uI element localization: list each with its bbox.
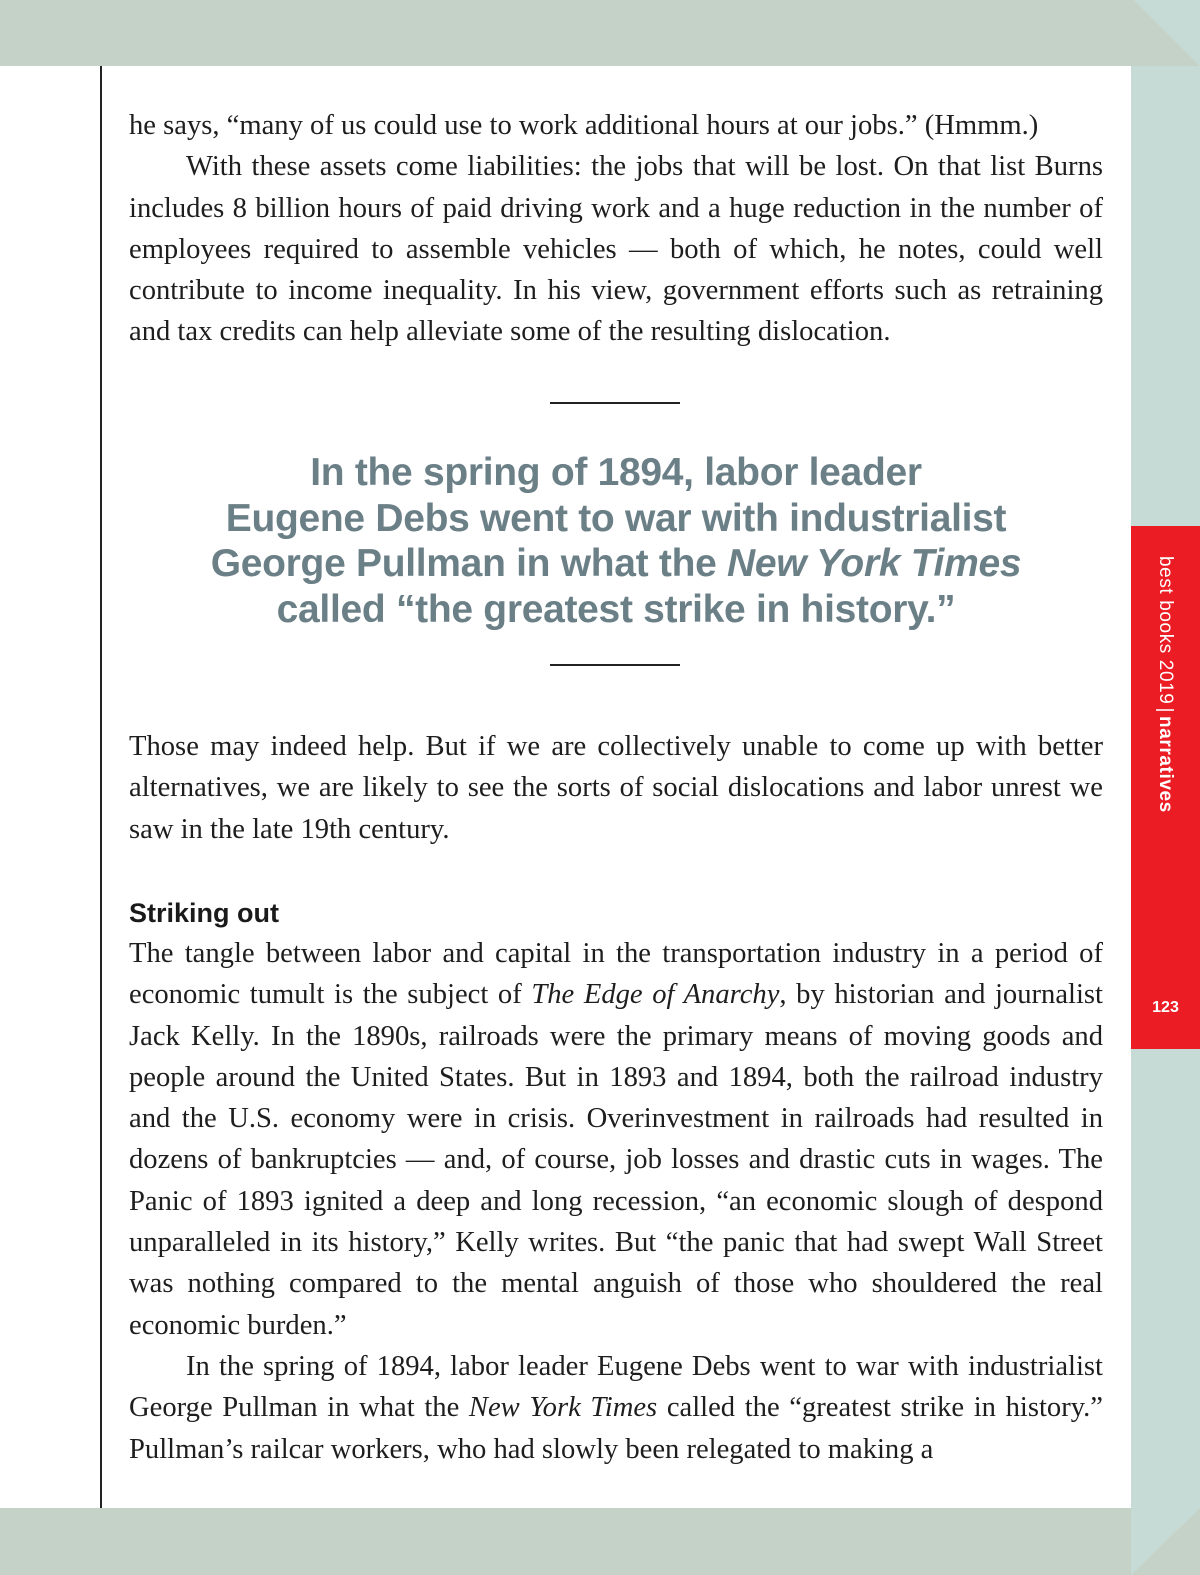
paragraph-continued: he says, “many of us could use to work additional hours at our jobs.” (Hmmm.) [129,110,1039,141]
tab-separator: | [1155,707,1176,713]
bottom-corner-accent [1131,1508,1200,1575]
paragraph-text: The tangle between labor and capital in the transportation industry in a period of economic tumult is the subject of [129,938,1103,1011]
publication-name: best books 2019 [1155,556,1176,705]
body-text-middle [129,726,1103,850]
body-text-top [129,105,1103,353]
paragraph-tangle [129,933,1103,1346]
side-tab-label [1153,556,1177,813]
pull-quote-line [129,541,1103,587]
paragraph-assets-liabilities: With these assets come liabilities: the jobs that will be lost. On that list Burns includes 8 billion hours of paid driving work and a huge reduction in the number of employees required to assemble vehicles — both of which, he notes, could well contribute to income inequality. In his view, government efforts such as retraining and tax credits can help alleviate some of the resulting dislocation. [129,151,1103,348]
top-border-band [0,0,1200,66]
newspaper-title: New York Times [468,1392,658,1424]
pull-quote-rule-bottom [550,664,680,666]
paragraph-text: called the “greatest strike in history.” Pullman’s railcar workers, who had slowly been relegated to making a [129,1392,1103,1465]
pull-quote-line: In the spring of 1894, labor leader [310,451,922,494]
section-name: narratives [1155,716,1176,813]
book-title: The Edge of Anarchy [531,979,780,1011]
pull-quote-line-start: George Pullman in what the [210,542,728,585]
paragraph-text: , by historian and journalist Jack Kelly. In the 1890s, railroads were the primary means of moving goods and people around the United States. But in 1893 and 1894, both the railroad industry and the U.S. economy were in crisis. Overinvestment in railroads had resulted in dozens of bankruptcies — and, of course, job losses and drastic cuts in wages. The Panic of 1893 ignited a deep and long recession, “an economic slough of despond unparalleled in its history,” Kelly writes. But “the panic that had swept Wall Street was nothing compared to the mental anguish of those who shouldered the real economic burden.” [129,979,1103,1341]
paragraph-those-may-help: Those may indeed help. But if we are collectively unable to come up with better alternatives, we are likely to see the sorts of social dislocations and labor unrest we saw in the late 19th century. [129,731,1103,845]
body-text-section [129,933,1103,1470]
pull-quote-line: called “the greatest strike in history.” [276,587,956,631]
left-margin-rule [100,66,102,1508]
top-corner-accent [1134,0,1200,66]
section-heading: Striking out [129,898,279,928]
paragraph-text: In the spring of 1894, labor leader Eugene Debs went to war with industrialist George Pullman in what the [129,1350,1103,1424]
pull-quote-line: Eugene Debs went to war with industrialist [225,496,1007,540]
pull-quote-newspaper-title: New York Times [727,542,1022,585]
page-number: 123 [1152,999,1179,1016]
bottom-border-band [0,1508,1200,1575]
pull-quote-rule-top [550,402,680,404]
pull-quote [129,450,1103,632]
paragraph-spring-1894 [129,1346,1103,1470]
section-side-tab [1131,526,1200,1049]
